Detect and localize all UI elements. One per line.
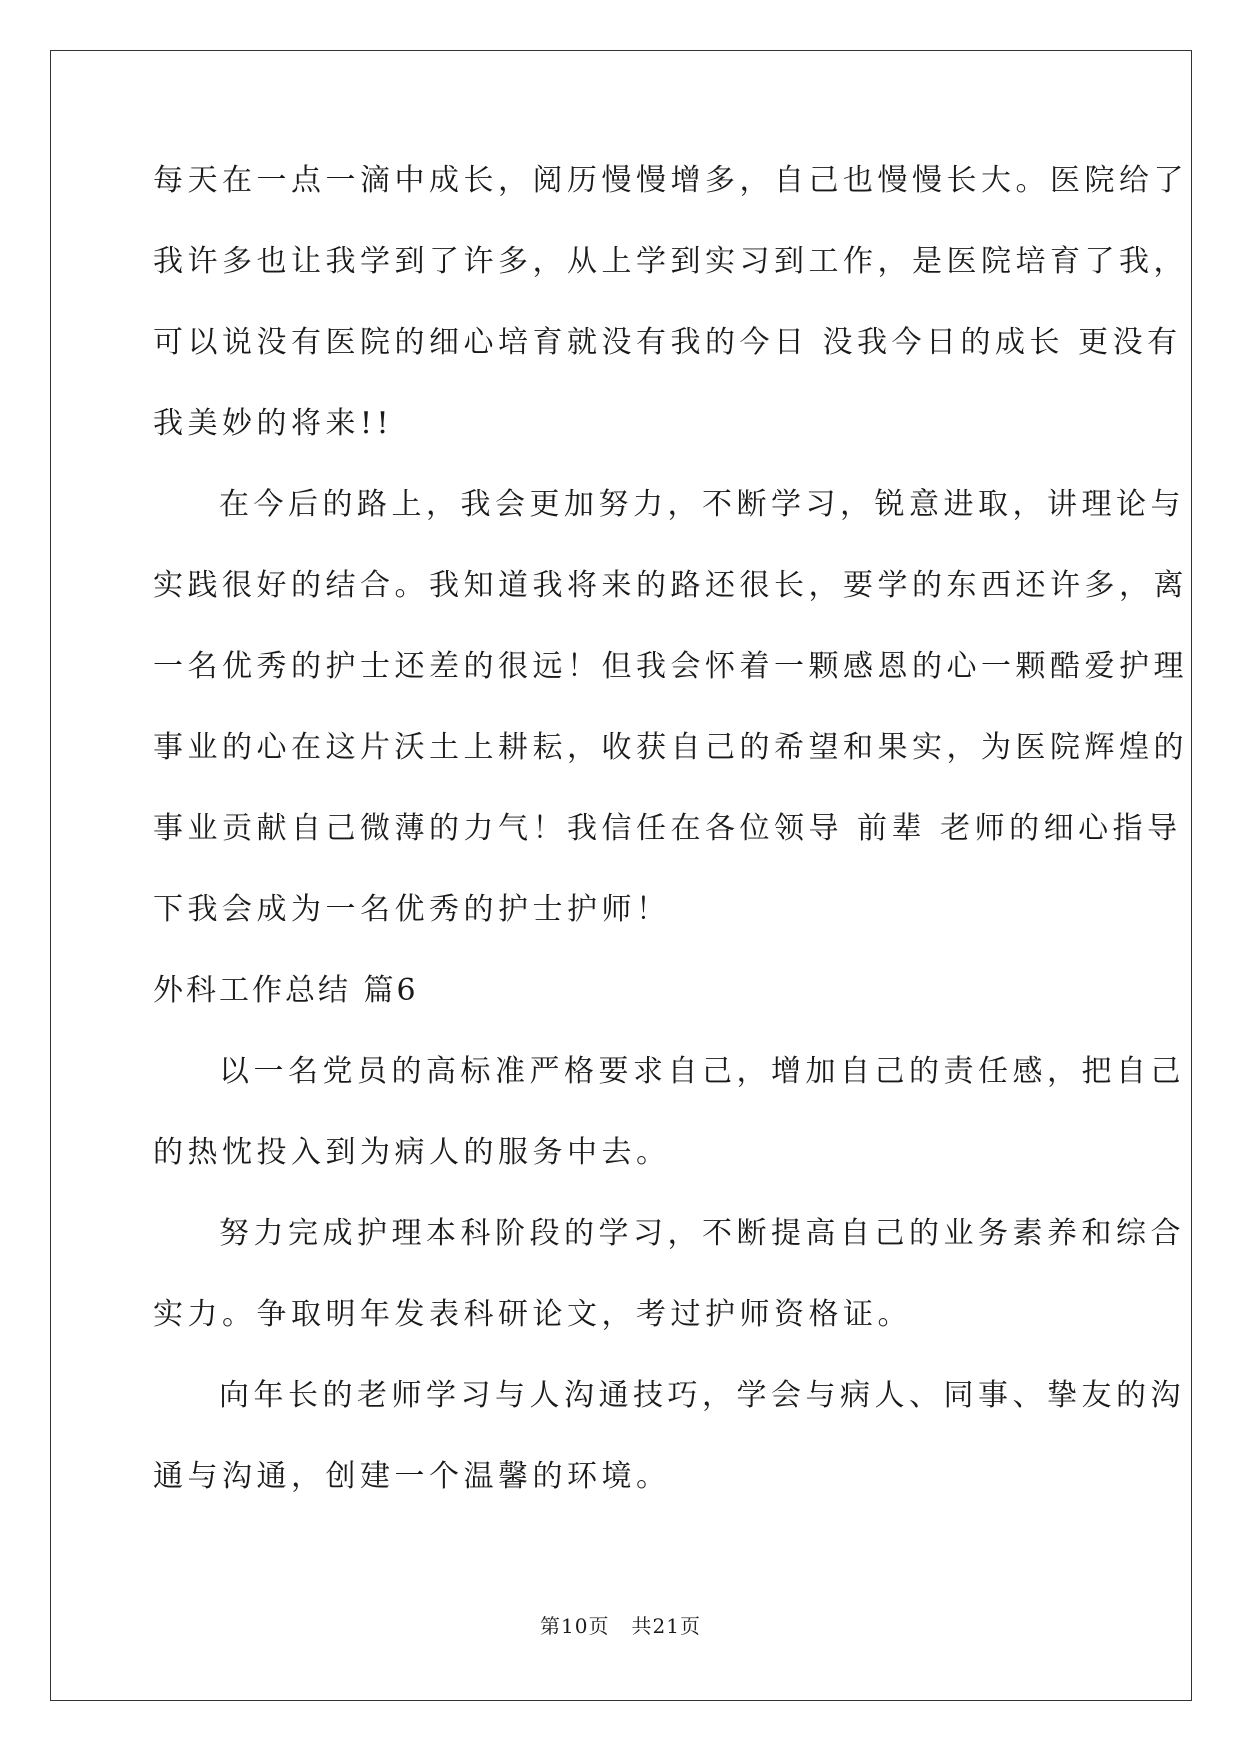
paragraph-line: 努力完成护理本科阶段的学习，不断提高自己的业务素养和综合 bbox=[219, 1216, 1185, 1251]
paragraph-line: 下我会成为一名优秀的护士护师！ bbox=[153, 892, 671, 927]
paragraph-line: 我许多也让我学到了许多，从上学到实习到工作，是医院培育了我， bbox=[153, 244, 1188, 279]
page-number: 第10页 bbox=[540, 1614, 610, 1638]
paragraph-line: 实力。争取明年发表科研论文，考过护师资格证。 bbox=[153, 1297, 912, 1332]
paragraph-line: 以一名党员的高标准严格要求自己，增加自己的责任感，把自己 bbox=[219, 1054, 1185, 1089]
page-footer bbox=[0, 1614, 1241, 1638]
page-total: 共21页 bbox=[631, 1614, 701, 1638]
paragraph-line: 向年长的老师学习与人沟通技巧，学会与病人、同事、挚友的沟 bbox=[219, 1378, 1185, 1413]
paragraph-line: 的热忱投入到为病人的服务中去。 bbox=[153, 1135, 671, 1170]
paragraph-line: 事业的心在这片沃土上耕耘，收获自己的希望和果实，为医院辉煌的 bbox=[153, 730, 1188, 765]
paragraph-line: 事业贡献自己微薄的力气！我信任在各位领导 前辈 老师的细心指导 bbox=[153, 811, 1182, 846]
paragraph-line: 实践很好的结合。我知道我将来的路还很长，要学的东西还许多，离 bbox=[153, 568, 1188, 603]
paragraph-line: 通与沟通，创建一个温馨的环境。 bbox=[153, 1459, 671, 1494]
section-heading: 外科工作总结 篇6 bbox=[153, 973, 419, 1008]
paragraph-line: 每天在一点一滴中成长，阅历慢慢增多，自己也慢慢长大。医院给了 bbox=[153, 163, 1188, 198]
paragraph-line: 我美妙的将来!! bbox=[153, 406, 394, 441]
footer-gap bbox=[609, 1614, 631, 1638]
document-body bbox=[153, 160, 1188, 1537]
paragraph-line: 在今后的路上，我会更加努力，不断学习，锐意进取，讲理论与 bbox=[219, 487, 1185, 522]
paragraph-line: 一名优秀的护士还差的很远！但我会怀着一颗感恩的心一颗酷爱护理 bbox=[153, 649, 1188, 684]
paragraph-line: 可以说没有医院的细心培育就没有我的今日 没我今日的成长 更没有 bbox=[153, 325, 1182, 360]
